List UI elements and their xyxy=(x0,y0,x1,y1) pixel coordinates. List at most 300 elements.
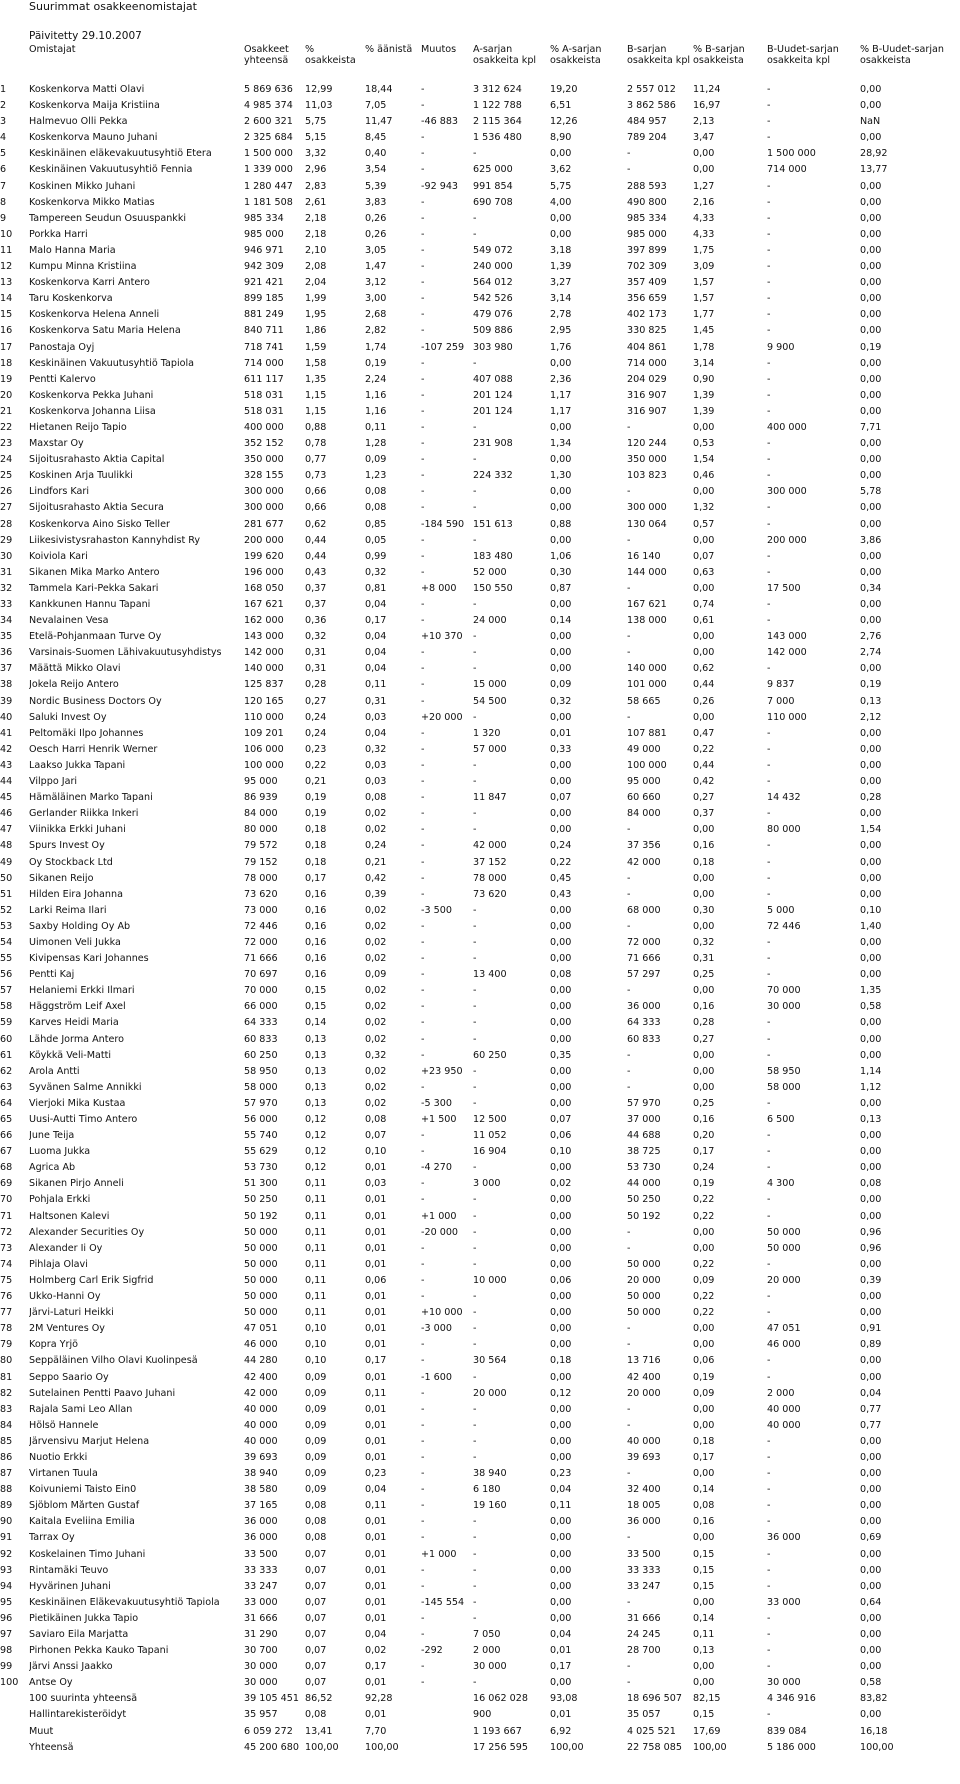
column-header-line2: osakkeista xyxy=(693,55,744,66)
cell-shares-total: 53 730 xyxy=(244,1162,278,1174)
cell-a-shares: - xyxy=(473,148,477,160)
cell-pct-b: 1,45 xyxy=(693,325,715,337)
cell-shares-total: 162 000 xyxy=(244,615,284,627)
column-header-line1: % B-Uudet-sarjan xyxy=(860,44,944,55)
cell-b-shares: 24 245 xyxy=(627,1629,661,1640)
cell-owner-name: Kumpu Minna Kristiina xyxy=(29,261,137,273)
cell-b-shares: - xyxy=(627,1596,631,1608)
cell-shares-total: 40 000 xyxy=(244,1419,278,1431)
cell-b-shares: 50 250 xyxy=(627,1194,661,1206)
cell-pct-votes: 0,02 xyxy=(365,808,387,820)
cell-change: - xyxy=(421,969,425,981)
cell-pct-b: 3,47 xyxy=(693,132,715,144)
cell-pct-shares: 2,61 xyxy=(305,196,327,208)
cell-pct-a: 0,04 xyxy=(550,1484,572,1496)
cell-bnew-shares: - xyxy=(767,84,771,95)
cell-pct-bnew: 0,00 xyxy=(860,969,882,981)
cell-rank: 41 xyxy=(0,727,13,739)
cell-pct-votes: 0,01 xyxy=(365,1677,387,1689)
cell-pct-b: 0,18 xyxy=(693,1435,715,1447)
cell-pct-bnew: 1,40 xyxy=(860,920,882,932)
table-row xyxy=(0,1323,960,1339)
cell-b-shares: 50 000 xyxy=(627,1307,661,1319)
cell-pct-shares: 0,66 xyxy=(305,486,327,498)
cell-pct-shares: 0,43 xyxy=(305,566,327,578)
column-header xyxy=(627,44,693,84)
cell-bnew-shares: - xyxy=(767,1435,771,1447)
cell-change: - xyxy=(421,1451,425,1463)
cell-pct-votes: 3,54 xyxy=(365,164,387,176)
cell-change: - xyxy=(421,808,425,820)
cell-pct-votes: 0,02 xyxy=(365,904,387,916)
cell-pct-shares: 0,10 xyxy=(305,1355,327,1367)
cell-a-shares: - xyxy=(473,1419,477,1431)
cell-owner-name: Uimonen Veli Jukka xyxy=(29,936,121,948)
cell-b-shares: 42 400 xyxy=(627,1371,661,1383)
cell-shares-total: 95 000 xyxy=(244,776,278,788)
cell-owner-name: Kaitala Eveliina Emilia xyxy=(29,1516,135,1528)
cell-pct-votes: 0,01 xyxy=(365,1242,387,1254)
cell-pct-votes: 0,04 xyxy=(365,727,387,739)
cell-rank xyxy=(0,1742,29,1758)
cell-pct-votes: 0,19 xyxy=(365,357,387,369)
cell-change: -92 943 xyxy=(421,180,459,192)
column-header-line1: % äänistä xyxy=(365,44,413,55)
cell-pct-shares: 0,12 xyxy=(305,1114,327,1125)
cell-pct-a: 0,00 xyxy=(550,647,572,659)
cell-bnew-shares: - xyxy=(767,1564,771,1576)
cell-pct-a: 0,00 xyxy=(550,228,572,240)
cell-pct-b: 1,27 xyxy=(693,180,715,192)
cell-owner-name: Rintamäki Teuvo xyxy=(29,1564,109,1576)
cell-b-shares: 357 409 xyxy=(627,277,667,289)
cell-pct-bnew: 0,00 xyxy=(860,566,882,578)
cell-a-shares: 564 012 xyxy=(473,277,513,289)
cell-pct-b: 0,00 xyxy=(693,1242,715,1254)
cell-shares-total: 70 697 xyxy=(244,969,278,981)
cell-pct-bnew: 0,00 xyxy=(860,550,882,562)
table-row xyxy=(0,1243,960,1259)
cell-owner-name: Helaniemi Erkki Ilmari xyxy=(29,985,135,997)
cell-a-shares: - xyxy=(473,953,477,965)
cell-pct-bnew: 0,00 xyxy=(860,325,882,337)
cell-shares-total: 72 446 xyxy=(244,920,278,932)
cell-bnew-shares: - xyxy=(767,1033,771,1045)
cell-pct-a: 0,00 xyxy=(550,1307,572,1319)
cell-change: - xyxy=(421,1661,425,1673)
cell-shares-total: 143 000 xyxy=(244,631,284,643)
cell-pct-shares: 11,03 xyxy=(305,100,333,112)
cell-b-shares: 4 025 521 xyxy=(627,1725,676,1737)
cell-pct-bnew: 0,00 xyxy=(860,373,882,385)
cell-change: - xyxy=(421,888,425,900)
cell-pct-b: 0,16 xyxy=(693,840,715,852)
cell-pct-a: 0,00 xyxy=(550,212,572,224)
cell-pct-votes: 3,05 xyxy=(365,244,387,256)
cell-owner-name: Vilppo Jari xyxy=(29,776,78,788)
cell-a-shares: 1 320 xyxy=(473,727,501,739)
cell-shares-total: 942 309 xyxy=(244,261,284,273)
cell-pct-bnew: 0,00 xyxy=(860,888,882,900)
cell-rank: 1 xyxy=(0,84,7,95)
cell-change: - xyxy=(421,1532,425,1544)
cell-pct-a: 0,00 xyxy=(550,1339,572,1351)
cell-pct-shares: 0,07 xyxy=(305,1612,327,1624)
cell-pct-shares: 0,21 xyxy=(305,776,327,788)
cell-rank: 42 xyxy=(0,743,13,755)
cell-pct-a: 0,08 xyxy=(550,969,572,981)
cell-bnew-shares: 50 000 xyxy=(767,1242,801,1254)
cell-pct-bnew: 0,89 xyxy=(860,1339,882,1351)
cell-bnew-shares: - xyxy=(767,1629,771,1640)
cell-owner-name: Luoma Jukka xyxy=(29,1146,91,1158)
cell-pct-bnew: 0,00 xyxy=(860,1307,882,1319)
cell-rank: 52 xyxy=(0,904,13,916)
table-row xyxy=(0,1034,960,1050)
cell-change: - xyxy=(421,1291,425,1303)
cell-pct-votes: 0,06 xyxy=(365,1274,387,1286)
cell-shares-total: 110 000 xyxy=(244,711,284,723)
cell-pct-b: 3,14 xyxy=(693,357,715,369)
cell-rank: 53 xyxy=(0,920,13,932)
cell-owner-name: Arola Antti xyxy=(29,1065,80,1077)
column-header-line1: % xyxy=(305,44,315,55)
table-row xyxy=(0,1162,960,1178)
cell-bnew-shares: - xyxy=(767,1580,771,1592)
cell-rank xyxy=(0,1709,29,1725)
cell-change: -292 xyxy=(421,1645,443,1657)
cell-b-shares: 101 000 xyxy=(627,679,667,691)
column-header xyxy=(550,44,627,84)
column-header-line1: % B-sarjan xyxy=(693,44,745,55)
cell-pct-votes: 0,08 xyxy=(365,1114,387,1125)
cell-b-shares: - xyxy=(627,631,631,643)
cell-a-shares: 1 536 480 xyxy=(473,132,522,144)
cell-change: - xyxy=(421,1178,425,1190)
cell-pct-votes: 0,02 xyxy=(365,1001,387,1013)
cell-pct-bnew: 0,00 xyxy=(860,438,882,450)
cell-change: - xyxy=(421,1001,425,1013)
cell-pct-b: 0,00 xyxy=(693,1419,715,1431)
cell-a-shares: 78 000 xyxy=(473,872,507,884)
cell-pct-shares: 0,15 xyxy=(305,1001,327,1013)
cell-pct-votes: 0,02 xyxy=(365,985,387,997)
cell-owner-name: Ukko-Hanni Oy xyxy=(29,1291,101,1303)
cell-bnew-shares: - xyxy=(767,1130,771,1142)
cell-pct-a: 0,07 xyxy=(550,1114,572,1125)
cell-rank: 28 xyxy=(0,518,13,530)
cell-rank: 80 xyxy=(0,1355,13,1367)
table-row xyxy=(0,519,960,535)
table-row xyxy=(0,1146,960,1162)
cell-pct-a: 0,01 xyxy=(550,727,572,739)
cell-b-shares: - xyxy=(627,1468,631,1480)
cell-pct-votes: 0,01 xyxy=(365,1339,387,1351)
cell-rank: 46 xyxy=(0,808,13,820)
cell-b-shares: 316 907 xyxy=(627,405,667,417)
cell-pct-votes: 0,01 xyxy=(365,1612,387,1624)
cell-pct-votes: 0,40 xyxy=(365,148,387,160)
cell-shares-total: 39 105 451 xyxy=(244,1693,299,1705)
table-row xyxy=(0,1388,960,1404)
cell-b-shares: - xyxy=(627,164,631,176)
cell-pct-a: 6,51 xyxy=(550,100,572,112)
cell-pct-a: 0,00 xyxy=(550,454,572,466)
cell-owner-name: Alexander Ii Oy xyxy=(29,1242,103,1254)
cell-rank: 69 xyxy=(0,1178,13,1190)
table-row xyxy=(0,696,960,712)
cell-pct-a: 1,39 xyxy=(550,261,572,273)
cell-bnew-shares: - xyxy=(767,776,771,788)
cell-bnew-shares: - xyxy=(767,1709,771,1721)
cell-owner-name: Alexander Securities Oy xyxy=(29,1226,145,1238)
cell-owner-name: Spurs Invest Oy xyxy=(29,840,105,852)
table-row xyxy=(0,631,960,647)
cell-a-shares: 303 980 xyxy=(473,341,513,353)
cell-owner-name: Sijoitusrahasto Aktia Secura xyxy=(29,502,164,514)
cell-pct-votes: 1,16 xyxy=(365,389,387,401)
cell-b-shares: 37 000 xyxy=(627,1114,661,1125)
cell-a-shares: 38 940 xyxy=(473,1468,507,1480)
cell-owner-name: Määttä Mikko Olavi xyxy=(29,663,121,675)
cell-shares-total: 4 985 374 xyxy=(244,100,293,112)
cell-shares-total: 55 740 xyxy=(244,1130,278,1142)
cell-pct-shares: 0,17 xyxy=(305,872,327,884)
cell-pct-shares: 0,13 xyxy=(305,1097,327,1109)
cell-owner-name: Järvi Anssi Jaakko xyxy=(29,1661,113,1673)
cell-change: - xyxy=(421,244,425,256)
cell-a-shares: - xyxy=(473,985,477,997)
cell-pct-a: 0,00 xyxy=(550,1403,572,1415)
cell-pct-votes: 0,04 xyxy=(365,631,387,643)
cell-pct-shares: 0,07 xyxy=(305,1564,327,1576)
cell-pct-bnew: 2,74 xyxy=(860,647,882,659)
cell-bnew-shares: - xyxy=(767,808,771,820)
cell-rank: 57 xyxy=(0,985,13,997)
cell-pct-shares: 0,88 xyxy=(305,421,327,433)
cell-a-shares: 73 620 xyxy=(473,888,507,900)
cell-a-shares: 42 000 xyxy=(473,840,507,852)
cell-owner-name: Jokela Reijo Antero xyxy=(29,679,119,691)
cell-pct-b: 0,00 xyxy=(693,1065,715,1077)
cell-pct-bnew: 0,00 xyxy=(860,454,882,466)
cell-bnew-shares: - xyxy=(767,969,771,981)
cell-a-shares: 11 052 xyxy=(473,1130,507,1142)
cell-pct-a: 0,00 xyxy=(550,1081,572,1093)
cell-owner-name: Saviaro Eila Marjatta xyxy=(29,1629,129,1640)
cell-owner-name: Koivuniemi Taisto Ein0 xyxy=(29,1484,137,1496)
cell-pct-votes: 0,02 xyxy=(365,1097,387,1109)
cell-pct-votes: 0,01 xyxy=(365,1435,387,1447)
table-row xyxy=(0,1130,960,1146)
table-row xyxy=(0,1355,960,1371)
cell-b-shares: 789 204 xyxy=(627,132,667,144)
table-row xyxy=(0,1001,960,1017)
cell-rank: 98 xyxy=(0,1645,13,1657)
cell-rank: 32 xyxy=(0,582,13,594)
cell-rank: 83 xyxy=(0,1403,13,1415)
cell-a-shares: 1 193 667 xyxy=(473,1725,522,1737)
cell-pct-votes: 0,11 xyxy=(365,421,387,433)
cell-pct-bnew: 0,00 xyxy=(860,1709,882,1721)
cell-change: - xyxy=(421,212,425,224)
cell-pct-votes: 2,24 xyxy=(365,373,387,385)
cell-change: - xyxy=(421,1081,425,1093)
column-header-line2: osakkeita kpl xyxy=(767,55,831,66)
cell-a-shares: - xyxy=(473,1017,477,1029)
cell-change: - xyxy=(421,615,425,627)
cell-shares-total: 199 620 xyxy=(244,550,284,562)
cell-owner-name: Karves Heidi Maria xyxy=(29,1017,119,1029)
cell-b-shares: 38 725 xyxy=(627,1146,661,1158)
cell-owner-name: Haltsonen Kalevi xyxy=(29,1210,110,1222)
cell-pct-shares: 12,99 xyxy=(305,84,333,95)
cell-pct-b: 0,00 xyxy=(693,1596,715,1608)
cell-shares-total: 42 000 xyxy=(244,1387,278,1399)
cell-bnew-shares: 142 000 xyxy=(767,647,807,659)
cell-pct-a: 0,18 xyxy=(550,1355,572,1367)
cell-b-shares: - xyxy=(627,1677,631,1689)
cell-shares-total: 70 000 xyxy=(244,985,278,997)
cell-pct-votes: 0,08 xyxy=(365,486,387,498)
cell-change: +1 000 xyxy=(421,1210,457,1222)
table-row xyxy=(0,1581,960,1597)
cell-pct-bnew: 100,00 xyxy=(860,1741,894,1753)
cell-pct-votes: 0,01 xyxy=(365,1709,387,1721)
cell-pct-votes: 92,28 xyxy=(365,1693,393,1705)
cell-bnew-shares: - xyxy=(767,1049,771,1061)
cell-shares-total: 64 333 xyxy=(244,1017,278,1029)
table-row xyxy=(0,953,960,969)
cell-pct-shares: 0,13 xyxy=(305,1065,327,1077)
cell-pct-b: 0,63 xyxy=(693,566,715,578)
table-row xyxy=(0,535,960,551)
cell-rank: 34 xyxy=(0,615,13,627)
cell-pct-b: 0,14 xyxy=(693,1484,715,1496)
cell-pct-bnew: 0,00 xyxy=(860,1194,882,1206)
cell-change: - xyxy=(421,148,425,160)
cell-a-shares: - xyxy=(473,1162,477,1174)
cell-change: - xyxy=(421,486,425,498)
cell-a-shares: - xyxy=(473,1677,477,1689)
cell-shares-total: 40 000 xyxy=(244,1403,278,1415)
cell-bnew-shares: - xyxy=(767,518,771,530)
cell-pct-b: 0,00 xyxy=(693,1661,715,1673)
cell-pct-votes: 0,05 xyxy=(365,534,387,546)
cell-pct-votes: 0,32 xyxy=(365,743,387,755)
cell-change: - xyxy=(421,1564,425,1576)
cell-pct-votes: 0,17 xyxy=(365,615,387,627)
cell-pct-votes: 0,04 xyxy=(365,599,387,610)
cell-pct-a: 0,00 xyxy=(550,1435,572,1447)
cell-change: - xyxy=(421,1049,425,1061)
cell-bnew-shares: 839 084 xyxy=(767,1725,807,1737)
cell-pct-a: 0,00 xyxy=(550,599,572,610)
cell-pct-shares: 1,99 xyxy=(305,293,327,305)
cell-pct-shares: 0,62 xyxy=(305,518,327,530)
cell-pct-a: 0,00 xyxy=(550,1323,572,1335)
cell-b-shares: - xyxy=(627,985,631,997)
cell-pct-votes: 0,02 xyxy=(365,1081,387,1093)
cell-pct-shares: 0,13 xyxy=(305,1033,327,1045)
cell-pct-shares: 2,18 xyxy=(305,212,327,224)
cell-owner-name: Gerlander Riikka Inkeri xyxy=(29,808,139,820)
cell-rank: 81 xyxy=(0,1371,13,1383)
cell-shares-total: 66 000 xyxy=(244,1001,278,1013)
cell-pct-a: 0,06 xyxy=(550,1274,572,1286)
table-row xyxy=(0,1372,960,1388)
cell-shares-total: 6 059 272 xyxy=(244,1725,293,1737)
cell-rank xyxy=(0,1693,29,1709)
cell-pct-bnew: 0,00 xyxy=(860,759,882,771)
cell-pct-a: 12,26 xyxy=(550,116,578,128)
cell-pct-shares: 0,09 xyxy=(305,1484,327,1496)
cell-rank: 17 xyxy=(0,341,13,353)
cell-bnew-shares: 110 000 xyxy=(767,711,807,723)
cell-b-shares: - xyxy=(627,1049,631,1061)
cell-bnew-shares: - xyxy=(767,1146,771,1158)
cell-shares-total: 38 580 xyxy=(244,1484,278,1496)
cell-change: - xyxy=(421,389,425,401)
cell-a-shares: 52 000 xyxy=(473,566,507,578)
cell-pct-shares: 0,13 xyxy=(305,1081,327,1093)
cell-b-shares: 57 297 xyxy=(627,969,661,981)
cell-pct-bnew: 0,13 xyxy=(860,1114,882,1125)
cell-a-shares: 37 152 xyxy=(473,856,507,868)
cell-pct-bnew: 0,00 xyxy=(860,228,882,240)
table-row xyxy=(0,985,960,1001)
cell-shares-total: 50 250 xyxy=(244,1194,278,1206)
cell-b-shares: 404 861 xyxy=(627,341,667,353)
cell-rank: 26 xyxy=(0,486,13,498)
cell-pct-b: 0,00 xyxy=(693,1339,715,1351)
table-row xyxy=(0,438,960,454)
cell-bnew-shares: 200 000 xyxy=(767,534,807,546)
cell-pct-b: 0,09 xyxy=(693,1274,715,1286)
cell-b-shares: 49 000 xyxy=(627,743,661,755)
cell-pct-b: 17,69 xyxy=(693,1725,721,1737)
cell-change xyxy=(421,1742,473,1758)
cell-bnew-shares: 714 000 xyxy=(767,164,807,176)
cell-pct-votes: 0,08 xyxy=(365,502,387,514)
cell-rank: 4 xyxy=(0,132,7,144)
cell-change: - xyxy=(421,1017,425,1029)
cell-bnew-shares: - xyxy=(767,454,771,466)
cell-owner-name: Keskinäinen eläkevakuutusyhtiö Etera xyxy=(29,148,212,160)
cell-pct-shares: 1,95 xyxy=(305,309,327,321)
cell-rank: 43 xyxy=(0,759,13,771)
table-row xyxy=(0,824,960,840)
cell-pct-votes: 0,02 xyxy=(365,1645,387,1657)
cell-rank: 93 xyxy=(0,1564,13,1576)
cell-change: - xyxy=(421,293,425,305)
column-header-line1: B-sarjan xyxy=(627,44,667,55)
cell-bnew-shares: - xyxy=(767,856,771,868)
cell-b-shares: - xyxy=(627,1242,631,1254)
header-row xyxy=(0,44,960,84)
cell-rank: 75 xyxy=(0,1274,13,1286)
cell-pct-shares: 0,66 xyxy=(305,502,327,514)
cell-pct-bnew: 0,19 xyxy=(860,341,882,353)
cell-bnew-shares: - xyxy=(767,357,771,369)
cell-b-shares: - xyxy=(627,148,631,160)
cell-pct-bnew: 0,00 xyxy=(860,293,882,305)
cell-owner-name: Larki Reima Ilari xyxy=(29,904,107,916)
cell-a-shares: - xyxy=(473,1516,477,1528)
cell-pct-b: 2,16 xyxy=(693,196,715,208)
cell-pct-bnew: 1,54 xyxy=(860,824,882,836)
table-row xyxy=(0,502,960,518)
